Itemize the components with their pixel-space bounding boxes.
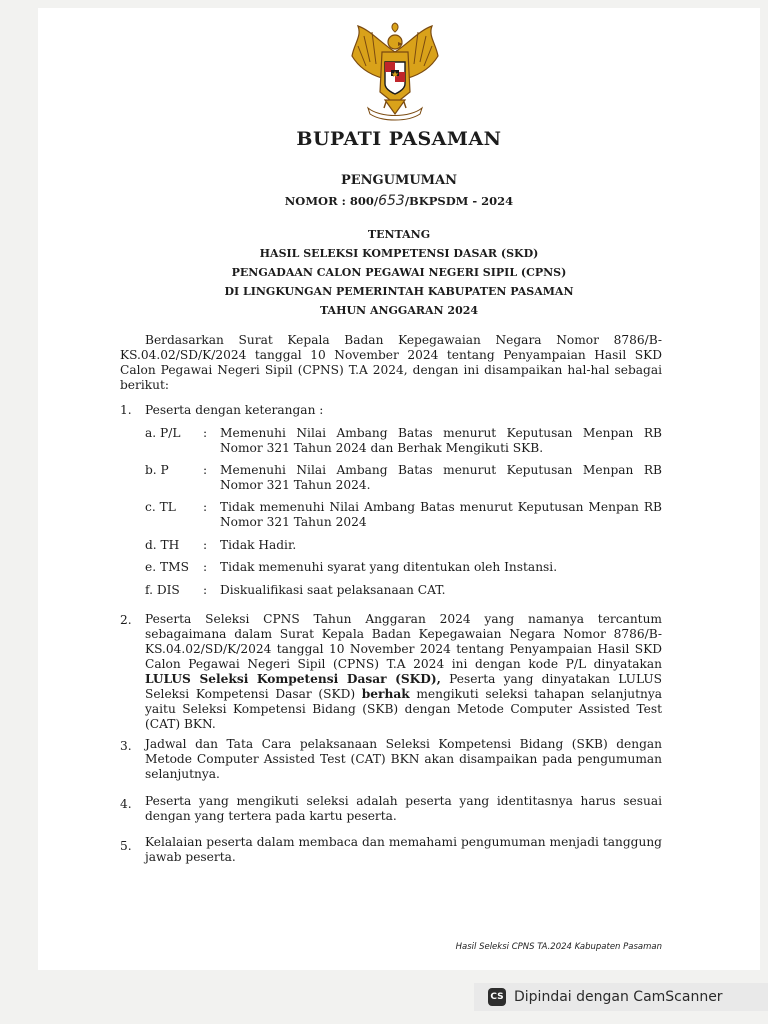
item-number: 3.	[120, 739, 132, 753]
item-number: 2.	[120, 613, 132, 627]
code-colon: :	[203, 426, 208, 440]
code-label: b. P	[145, 463, 169, 477]
item-text: Kelalaian peserta dalam membaca dan memahami pengumuman menjadi tanggung jawab peserta.	[145, 835, 662, 864]
subject-line: PENGADAAN CALON PEGAWAI NEGERI SIPIL (CPNS)	[231, 266, 567, 279]
intro-paragraph: Berdasarkan Surat Kepala Badan Kepegawaian Negara Nomor 8786/B-KS.04.02/SD/K/2024 tanggal 10 November 2024 tentang Penyampaian Hasil SKD Calon Pegawai Negeri Sipil (CPNS) T.A 2024, dengan ini disampaikan hal-hal sebagai berikut:	[120, 333, 662, 392]
code-label: f. DIS	[145, 583, 180, 597]
code-label: d. TH	[145, 538, 180, 552]
code-colon: :	[203, 538, 208, 552]
camscanner-label: Dipindai dengan CamScanner	[514, 989, 723, 1005]
code-label: a. P/L	[145, 426, 181, 440]
code-description: Tidak Hadir.	[220, 538, 297, 552]
item-text: Jadwal dan Tata Cara pelaksanaan Seleksi Kompetensi Bidang (SKB) dengan Metode Computer Assisted Test (CAT) BKN akan disampaikan pada pengumuman selanjutnya.	[145, 737, 662, 781]
item-text-part: mengikuti seleksi tahapan selanjutnya yaitu Seleksi Kompetensi Bidang (SKB) dengan Metode Computer Assisted Test (CAT) BKN.	[145, 687, 662, 731]
document-number	[38, 193, 760, 209]
code-label: e. TMS	[145, 560, 189, 574]
code-colon: :	[203, 560, 208, 574]
code-colon: :	[203, 463, 208, 477]
item-number: 5.	[120, 839, 132, 853]
code-description: Memenuhi Nilai Ambang Batas menurut Keputusan Menpan RB Nomor 321 Tahun 2024.	[220, 463, 662, 492]
camscanner-icon: CS	[488, 988, 506, 1006]
item-text-bold: LULUS Seleksi Kompetensi Dasar (SKD),	[145, 672, 441, 686]
code-description: Memenuhi Nilai Ambang Batas menurut Keputusan Menpan RB Nomor 321 Tahun 2024 dan Berhak Mengikuti SKB.	[220, 426, 662, 455]
nomor-handwritten: 653	[378, 193, 405, 209]
camscanner-badge	[474, 983, 768, 1011]
garuda-emblem-icon	[340, 22, 450, 122]
item-text-part: Peserta Seleksi CPNS Tahun Anggaran 2024 yang namanya tercantum sebagaimana dalam Surat Kepala Badan Kepegawaian Negara Nomor 8786/B-KS.04.02/SD/K/2024 tanggal 10 November 2024 tentang Penyampaian Hasil SKD Calon Pegawai Negeri Sipil (CPNS) T.A 2024 ini dengan kode P/L dinyatakan	[145, 612, 662, 671]
item-text	[145, 612, 662, 732]
subject-line: DI LINGKUNGAN PEMERINTAH KABUPATEN PASAMAN	[224, 285, 574, 298]
announcement-heading: PENGUMUMAN	[340, 173, 458, 188]
code-colon: :	[203, 500, 208, 514]
code-description: Tidak memenuhi Nilai Ambang Batas menurut Keputusan Menpan RB Nomor 321 Tahun 2024	[220, 500, 662, 529]
page-title: BUPATI PASAMAN	[296, 128, 502, 150]
code-description: Tidak memenuhi syarat yang ditentukan oleh Instansi.	[220, 560, 558, 574]
subject-block	[38, 225, 760, 320]
tentang-label: TENTANG	[367, 228, 431, 241]
nomor-suffix: /BKPSDM - 2024	[404, 194, 514, 208]
nomor-prefix: NOMOR : 800/	[284, 194, 379, 208]
code-label: c. TL	[145, 500, 176, 514]
item-text: Peserta yang mengikuti seleksi adalah peserta yang identitasnya harus sesuai dengan yang tertera pada kartu peserta.	[145, 794, 662, 823]
item-text: Peserta dengan keterangan :	[145, 403, 324, 417]
item-text-bold: berhak	[361, 687, 410, 701]
item-text-part: Peserta yang dinyatakan LULUS Seleksi Kompetensi Dasar (SKD)	[145, 672, 662, 701]
subject-line: TAHUN ANGGARAN 2024	[319, 304, 479, 317]
code-description: Diskualifikasi saat pelaksanaan CAT.	[220, 583, 446, 597]
subject-line: HASIL SELEKSI KOMPETENSI DASAR (SKD)	[259, 247, 539, 260]
item-number: 1.	[120, 403, 132, 417]
footer-note: Hasil Seleksi CPNS TA.2024 Kabupaten Pasaman	[455, 942, 662, 952]
code-colon: :	[203, 583, 208, 597]
item-number: 4.	[120, 797, 132, 811]
